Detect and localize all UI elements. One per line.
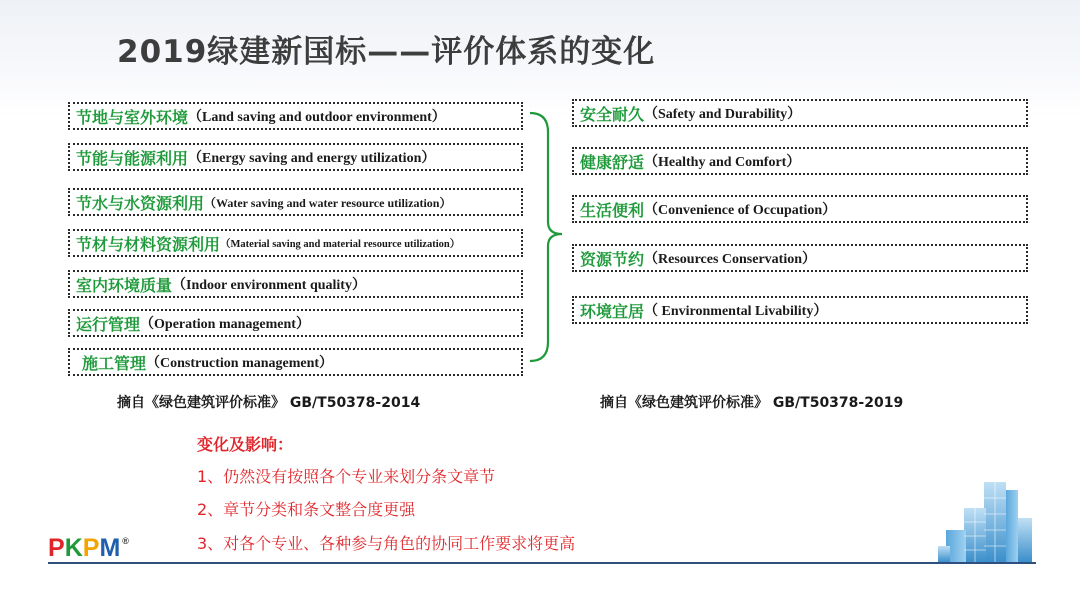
left-item-energy-saving — [68, 143, 523, 171]
right-item-en: （Safety and Durability） — [644, 107, 802, 122]
pkpm-logo — [48, 534, 129, 563]
right-item-livability — [572, 296, 1028, 324]
right-item-zh: 资源节约 — [580, 249, 645, 269]
buildings-illustration-icon — [936, 478, 1036, 564]
logo-letter: M — [99, 534, 121, 562]
left-item-land-saving — [68, 102, 523, 130]
left-item-zh: 运行管理 — [76, 314, 141, 334]
right-item-convenience — [572, 195, 1028, 223]
change-item: 3、对各个专业、各种参与角色的协同工作要求将更高 — [197, 534, 576, 553]
green-brace — [528, 110, 568, 366]
left-item-zh: 节材与材料资源利用 — [76, 234, 221, 254]
left-item-en: （Water saving and water resource utilization） — [204, 195, 452, 210]
source-2014: 摘自《绿色建筑评价标准》 GB/T50378-2014 — [117, 395, 421, 411]
right-item-zh: 环境宜居 — [580, 301, 645, 321]
right-item-zh: 健康舒适 — [580, 152, 645, 172]
right-item-en: （Resources Conservation） — [644, 252, 817, 267]
left-item-en: （Indoor environment quality） — [172, 278, 366, 293]
logo-letter: P — [82, 534, 100, 562]
change-item: 2、章节分类和条文整合度更强 — [197, 500, 416, 519]
logo-letter: K — [64, 534, 83, 562]
left-item-indoor-quality — [68, 270, 523, 298]
left-item-en: （Material saving and material resource utilization） — [220, 238, 461, 250]
slide-title: 2019绿建新国标——评价体系的变化 — [117, 34, 656, 70]
right-item-zh: 生活便利 — [580, 200, 645, 220]
left-item-en: （Energy saving and energy utilization） — [188, 151, 436, 166]
change-item: 1、仍然没有按照各个专业来划分条文章节 — [197, 467, 496, 486]
left-item-zh: 节地与室外环境 — [76, 107, 189, 127]
left-item-zh: 节能与能源利用 — [76, 148, 189, 168]
right-item-en: （ Environmental Livability） — [644, 304, 828, 319]
left-item-construction — [68, 348, 523, 376]
left-item-zh: 节水与水资源利用 — [76, 193, 205, 213]
left-item-material-saving — [68, 229, 523, 257]
logo-letter: P — [48, 534, 65, 562]
left-item-en: （Operation management） — [140, 317, 310, 332]
right-item-resources — [572, 244, 1028, 272]
right-item-zh: 安全耐久 — [580, 104, 645, 124]
registered-mark: ® — [122, 536, 129, 546]
left-item-en: （Construction management） — [146, 356, 334, 371]
left-item-water-saving — [68, 188, 523, 216]
right-item-en: （Healthy and Comfort） — [644, 155, 801, 170]
left-item-en: （Land saving and outdoor environment） — [188, 110, 446, 125]
left-item-zh: 室内环境质量 — [76, 275, 173, 295]
right-item-safety — [572, 99, 1028, 127]
left-item-operation — [68, 309, 523, 337]
left-item-zh: 施工管理 — [82, 353, 147, 373]
right-item-en: （Convenience of Occupation） — [644, 203, 837, 218]
right-item-health — [572, 147, 1028, 175]
changes-title: 变化及影响： — [197, 435, 294, 454]
source-2019: 摘自《绿色建筑评价标准》 GB/T50378-2019 — [600, 395, 904, 411]
footer-line — [48, 562, 1033, 564]
